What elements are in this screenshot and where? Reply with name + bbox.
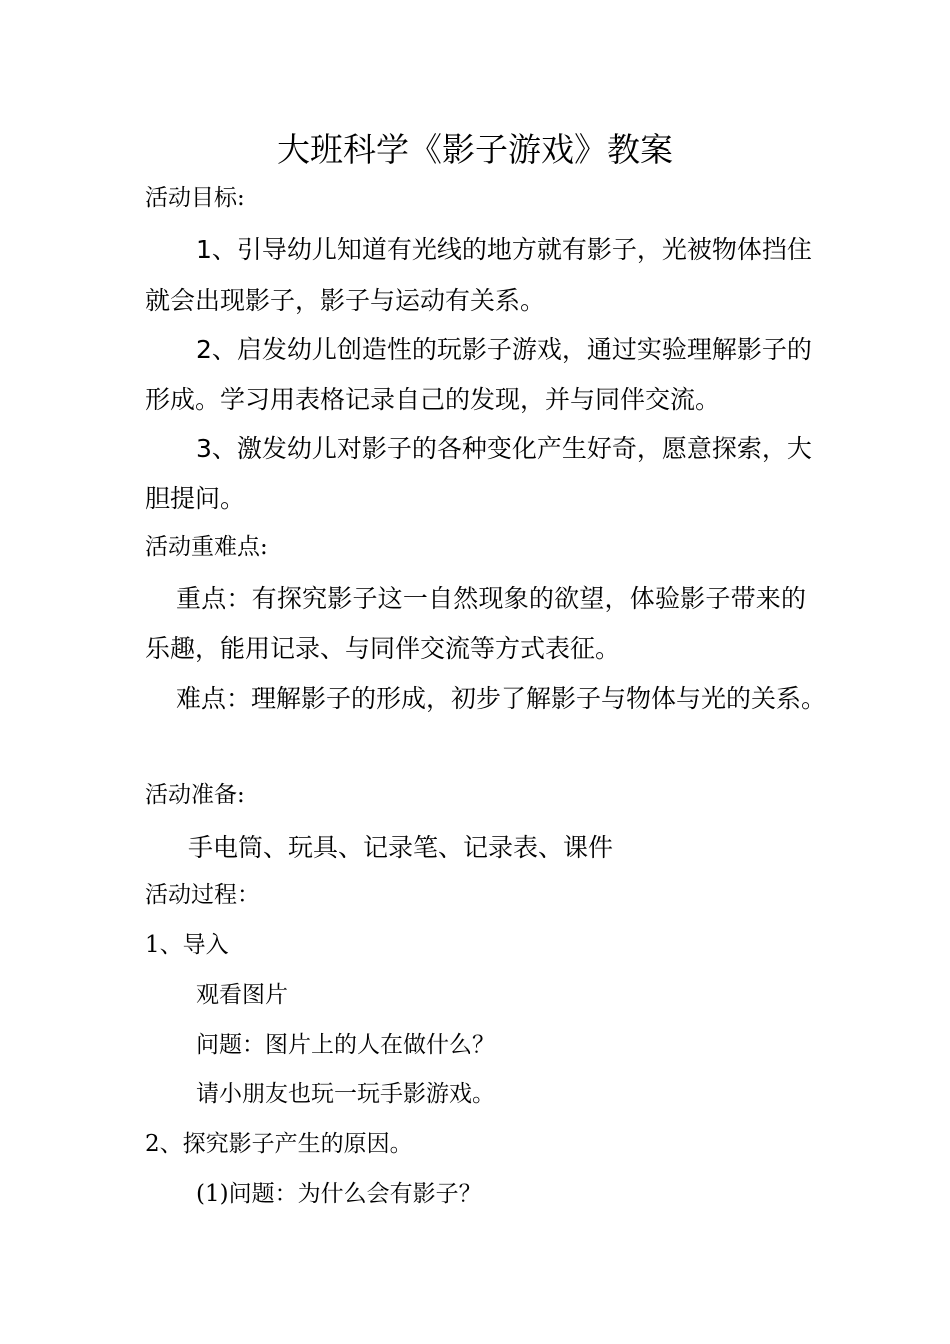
process-step-1-line-2: 问题：图片上的人在做什么？ bbox=[196, 1032, 495, 1058]
key-points-heading: 活动重难点: bbox=[145, 534, 268, 560]
goals-heading: 活动目标: bbox=[145, 185, 245, 211]
key-point-line-1: 重点：有探究影子这一自然现象的欲望，体验影子带来的 bbox=[176, 584, 806, 613]
preparation-materials: 手电筒、玩具、记录笔、记录表、课件 bbox=[188, 833, 614, 862]
goal-item-2-line-2: 形成。学习用表格记录自己的发现，并与同伴交流。 bbox=[145, 385, 721, 414]
document-title: 大班科学《影子游戏》教案 bbox=[277, 130, 673, 169]
key-point-line-2: 乐趣，能用记录、与同伴交流等方式表征。 bbox=[145, 634, 621, 663]
goal-item-3-line-2: 胆提问。 bbox=[145, 484, 246, 513]
process-heading: 活动过程： bbox=[145, 882, 260, 908]
process-step-1-title: 1、导入 bbox=[145, 932, 229, 958]
process-step-1-line-3: 请小朋友也玩一玩手影游戏。 bbox=[196, 1081, 495, 1107]
process-step-2-line-1: (1)问题：为什么会有影子？ bbox=[196, 1181, 482, 1207]
goal-item-3-line-1: 3、激发幼儿对影子的各种变化产生好奇，愿意探索，大 bbox=[196, 434, 812, 463]
preparation-heading: 活动准备: bbox=[145, 782, 245, 808]
process-step-1-line-1: 观看图片 bbox=[196, 982, 288, 1008]
goal-item-1-line-2: 就会出现影子，影子与运动有关系。 bbox=[145, 286, 546, 315]
difficulty-line: 难点：理解影子的形成，初步了解影子与物体与光的关系。 bbox=[176, 684, 827, 713]
process-step-2-title: 2、探究影子产生的原因。 bbox=[145, 1131, 413, 1157]
goal-item-1-line-1: 1、引导幼儿知道有光线的地方就有影子，光被物体挡住 bbox=[196, 235, 812, 264]
goal-item-2-line-1: 2、启发幼儿创造性的玩影子游戏，通过实验理解影子的 bbox=[196, 335, 812, 364]
